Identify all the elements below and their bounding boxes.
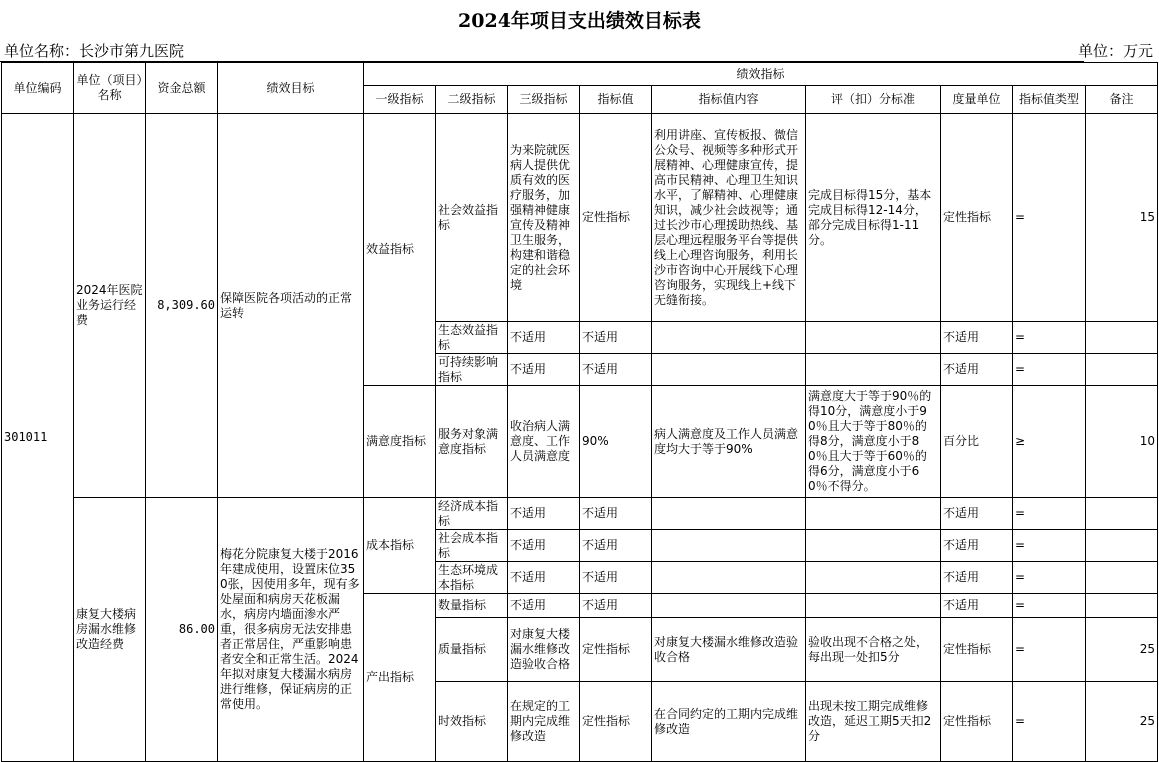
level3-cell: 不适用 <box>508 322 580 354</box>
level3-cell: 不适用 <box>508 562 580 594</box>
level2-cell: 社会效益指标 <box>436 114 508 322</box>
content-cell <box>652 354 806 386</box>
value-type-cell: = <box>1013 618 1086 682</box>
project-name-cell: 2024年医院业务运行经费 <box>74 114 146 498</box>
content-cell <box>652 530 806 562</box>
level3-cell: 为来院就医病人提供优质有效的医疗服务，加强精神健康宣传及精神卫生服务，构建和谐稳定的社会环境 <box>508 114 580 322</box>
measure-unit-cell: 定性指标 <box>941 618 1013 682</box>
value-cell: 定性指标 <box>580 114 652 322</box>
value-type-cell: = <box>1013 682 1086 762</box>
scoring-cell <box>806 498 941 530</box>
project-name-cell: 康复大楼病房漏水维修改造经费 <box>74 498 146 762</box>
amount-cell: 86.00 <box>146 498 218 762</box>
header-measure-unit: 度量单位 <box>941 86 1013 114</box>
remark-cell <box>1086 354 1158 386</box>
header-project-name: 单位（项目）名称 <box>74 63 146 114</box>
value-cell: 定性指标 <box>580 682 652 762</box>
level1-cell: 产出指标 <box>364 594 436 762</box>
scoring-cell: 满意度大于等于90％的得10分，满意度小于90％且大于等于80％的得8分，满意度小于80％且大于等于60％的得6分，满意度小于60％不得分。 <box>806 386 941 498</box>
level3-cell: 不适用 <box>508 530 580 562</box>
level3-cell: 不适用 <box>508 354 580 386</box>
header-unit-code: 单位编码 <box>2 63 74 114</box>
measure-unit-cell: 不适用 <box>941 594 1013 618</box>
measure-unit-cell: 不适用 <box>941 562 1013 594</box>
content-cell <box>652 322 806 354</box>
header-value-type: 指标值类型 <box>1013 86 1086 114</box>
value-cell: 不适用 <box>580 562 652 594</box>
value-type-cell: = <box>1013 354 1086 386</box>
remark-cell <box>1086 562 1158 594</box>
value-cell: 90% <box>580 386 652 498</box>
level2-cell: 生态环境成本指标 <box>436 562 508 594</box>
scoring-cell <box>806 594 941 618</box>
remark-cell <box>1086 498 1158 530</box>
goal-cell: 梅花分院康复大楼于2016年建成使用，设置床位350张，因使用多年，现有多处屋面和病房天花板漏水，病房内墙面渗水严重，很多病房无法安排患者正常居住，严重影响患者安全和正常生活。2024年拟对康复大楼漏水病房进行维修，保证病房的正常使用。 <box>218 498 364 762</box>
performance-goal-table <box>1 62 1158 762</box>
value-cell: 定性指标 <box>580 618 652 682</box>
level2-cell: 生态效益指标 <box>436 322 508 354</box>
level2-cell: 服务对象满意度指标 <box>436 386 508 498</box>
value-cell: 不适用 <box>580 322 652 354</box>
content-cell: 对康复大楼漏水维修改造验收合格 <box>652 618 806 682</box>
remark-cell: 15 <box>1086 114 1158 322</box>
unit-name-label: 单位名称：长沙市第九医院 <box>4 42 185 60</box>
scoring-cell <box>806 562 941 594</box>
remark-cell: 25 <box>1086 682 1158 762</box>
level1-cell: 满意度指标 <box>364 386 436 498</box>
measure-unit-cell: 不适用 <box>941 498 1013 530</box>
level2-cell: 经济成本指标 <box>436 498 508 530</box>
measure-unit-cell: 不适用 <box>941 322 1013 354</box>
scoring-cell: 完成目标得15分，基本完成目标得12-14分，部分完成目标得1-11分。 <box>806 114 941 322</box>
value-cell: 不适用 <box>580 354 652 386</box>
table-row <box>2 114 1158 322</box>
value-type-cell: = <box>1013 322 1086 354</box>
value-type-cell: = <box>1013 498 1086 530</box>
measure-unit-cell: 定性指标 <box>941 682 1013 762</box>
scoring-cell <box>806 354 941 386</box>
header-performance-indicators: 绩效指标 <box>364 63 1158 86</box>
value-type-cell: = <box>1013 594 1086 618</box>
level2-cell: 时效指标 <box>436 682 508 762</box>
content-cell: 病人满意度及工作人员满意度均大于等于90% <box>652 386 806 498</box>
scoring-cell: 出现未按工期完成维修改造，延迟工期5天扣2分 <box>806 682 941 762</box>
level2-cell: 社会成本指标 <box>436 530 508 562</box>
remark-cell <box>1086 322 1158 354</box>
level2-cell: 可持续影响指标 <box>436 354 508 386</box>
value-cell: 不适用 <box>580 498 652 530</box>
level3-cell: 不适用 <box>508 498 580 530</box>
level2-cell: 质量指标 <box>436 618 508 682</box>
header-level3: 三级指标 <box>508 86 580 114</box>
value-cell: 不适用 <box>580 530 652 562</box>
header-indicator-value: 指标值 <box>580 86 652 114</box>
value-type-cell: ≥ <box>1013 386 1086 498</box>
content-cell <box>652 562 806 594</box>
remark-cell <box>1086 594 1158 618</box>
measure-unit-cell: 不适用 <box>941 530 1013 562</box>
value-type-cell: = <box>1013 530 1086 562</box>
value-type-cell: = <box>1013 562 1086 594</box>
header-indicator-content: 指标值内容 <box>652 86 806 114</box>
remark-cell: 25 <box>1086 618 1158 682</box>
header-remarks: 备注 <box>1086 86 1158 114</box>
level3-cell: 在规定的工期内完成维修改造 <box>508 682 580 762</box>
scoring-cell <box>806 530 941 562</box>
page-title: 2024年项目支出绩效目标表 <box>458 10 701 32</box>
measure-unit-cell: 不适用 <box>941 354 1013 386</box>
measure-unit-cell: 百分比 <box>941 386 1013 498</box>
content-cell: 在合同约定的工期内完成维修改造 <box>652 682 806 762</box>
level3-cell: 不适用 <box>508 594 580 618</box>
level3-cell: 对康复大楼漏水维修改造验收合格 <box>508 618 580 682</box>
header-level2: 二级指标 <box>436 86 508 114</box>
content-cell <box>652 594 806 618</box>
level1-cell: 成本指标 <box>364 498 436 594</box>
unit-code-cell: 301011 <box>2 114 74 762</box>
value-type-cell: = <box>1013 114 1086 322</box>
header-scoring-standard: 评（扣）分标准 <box>806 86 941 114</box>
currency-unit-label: 单位：万元 <box>1077 42 1153 60</box>
measure-unit-cell: 定性指标 <box>941 114 1013 322</box>
scoring-cell <box>806 322 941 354</box>
amount-cell: 8,309.60 <box>146 114 218 498</box>
header-total-funds: 资金总额 <box>146 63 218 114</box>
level1-cell: 效益指标 <box>364 114 436 386</box>
table-row <box>2 498 1158 530</box>
level3-cell: 收治病人满意度、工作人员满意度 <box>508 386 580 498</box>
content-cell <box>652 498 806 530</box>
level2-cell: 数量指标 <box>436 594 508 618</box>
header-performance-goal: 绩效目标 <box>218 63 364 114</box>
header-level1: 一级指标 <box>364 86 436 114</box>
remark-cell: 10 <box>1086 386 1158 498</box>
goal-cell: 保障医院各项活动的正常运转 <box>218 114 364 498</box>
scoring-cell: 验收出现不合格之处，每出现一处扣5分 <box>806 618 941 682</box>
value-cell: 不适用 <box>580 594 652 618</box>
content-cell: 利用讲座、宣传板报、微信公众号、视频等多种形式开展精神、心理健康宣传，提高市民精神、心理卫生知识水平，了解精神、心理健康知识，减少社会歧视等；通过长沙市心理援助热线、基层心理远程服务平台等提供线上心理咨询服务，利用长沙市咨询中心开展线下心理咨询服务，实现线上+线下无缝衔接。 <box>652 114 806 322</box>
remark-cell <box>1086 530 1158 562</box>
